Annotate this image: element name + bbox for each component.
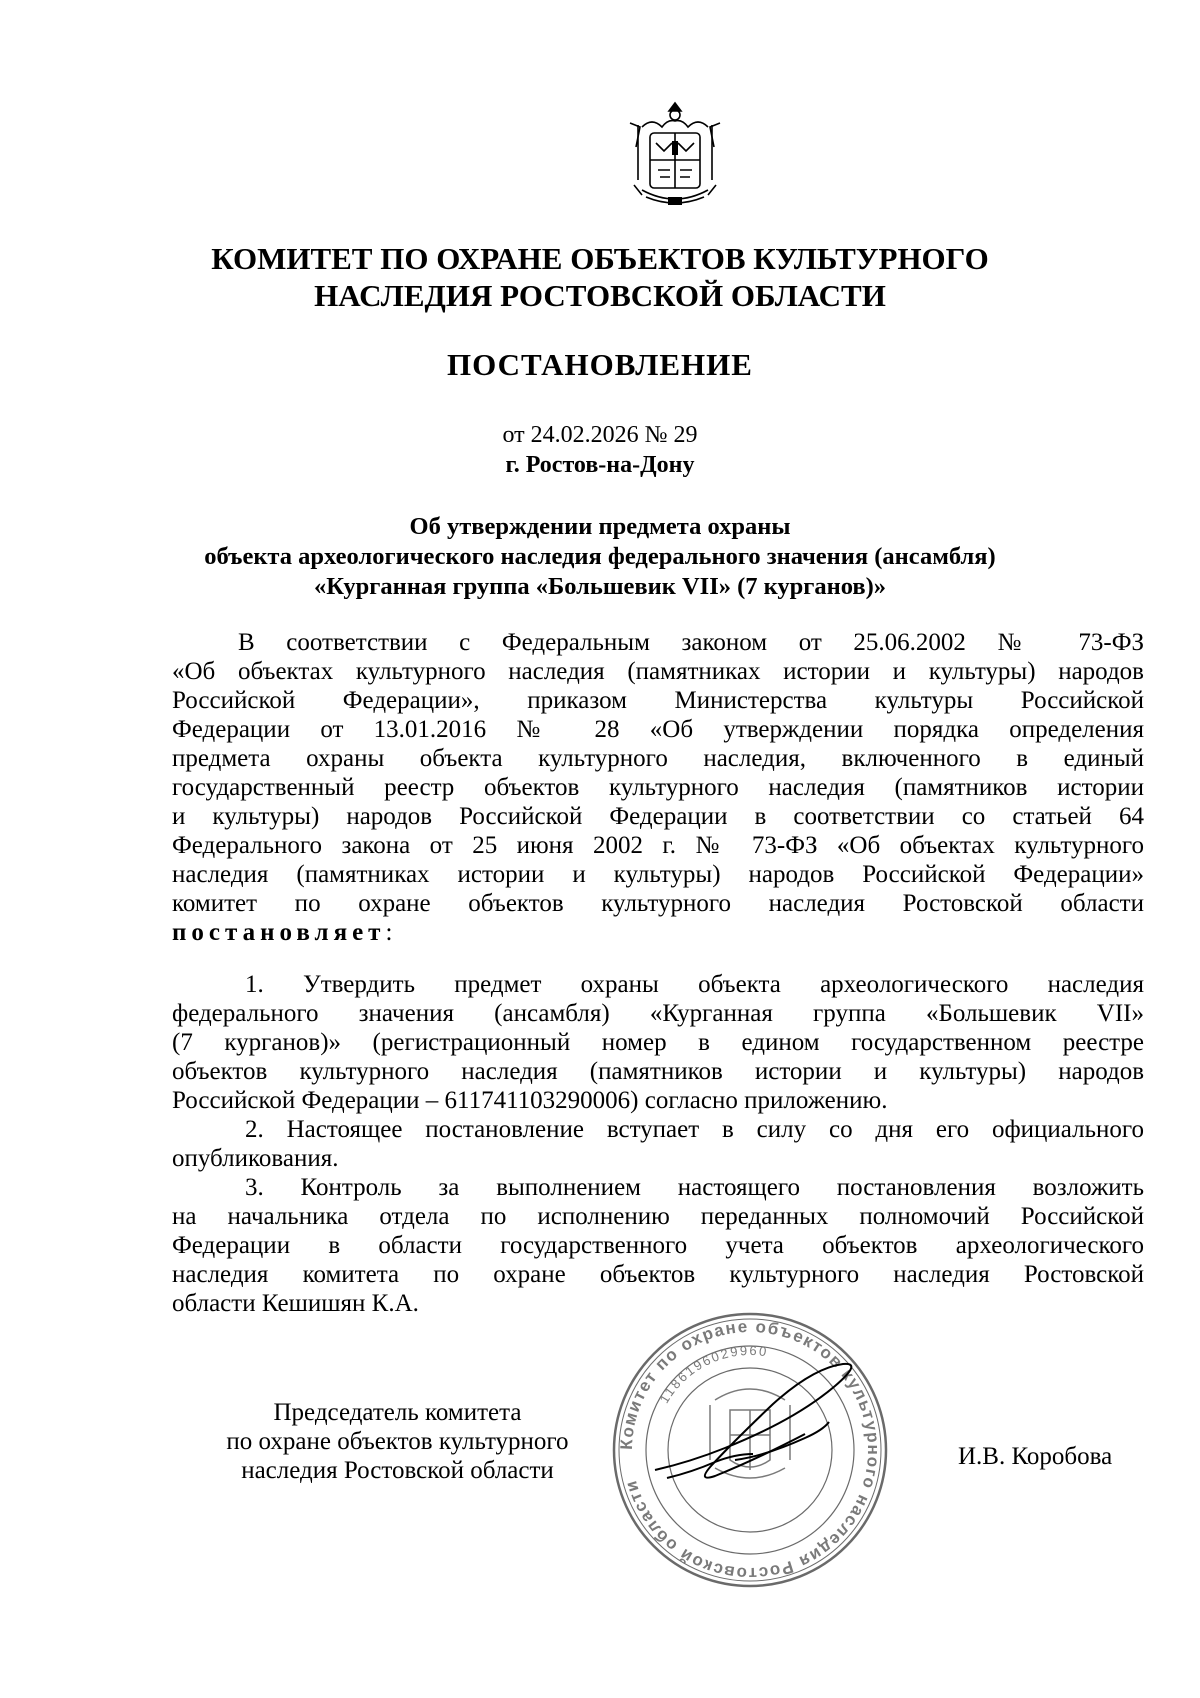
decree-items [172,970,1144,1318]
item-3-line: 3. Контроль за выполнением настоящего постановления возложить [245,1174,1144,1201]
preamble [172,628,1144,947]
item-1-line: объектов культурного наследия (памятников истории и культуры) народов [172,1058,1144,1085]
resolves-colon: : [385,919,393,946]
item-2-line: опубликования. [172,1145,339,1172]
official-seal [595,1300,905,1600]
signatory-position-line1: Председатель комитета [273,1399,522,1426]
signatory-position-line2: по охране объектов культурного [226,1428,569,1455]
document-type: ПОСТАНОВЛЕНИЕ [447,347,753,382]
item-3-line: Федерации в области государственного учета объектов археологического [172,1232,1144,1259]
seal-emblem-icon [710,1389,790,1478]
signatory-position [185,1398,610,1485]
item-3-line: на начальника отдела по исполнению переданных полномочий Российской [172,1203,1144,1230]
preamble-line: государственный реестр объектов культурного наследия (памятников истории [172,774,1144,801]
item-3-line: наследия комитета по охране объектов культурного наследия Ростовской [172,1261,1144,1288]
seal-number-text: 1186196029960 [656,1342,770,1406]
item-1-line: федерального значения (ансамбля) «Курганная группа «Большевик VII» [172,1000,1144,1027]
preamble-line: Российской Федерации», приказом Министерства культуры Российской [172,687,1144,714]
coat-of-arms-icon [620,95,730,215]
subject-line3: «Курганная группа «Большевик VII» (7 курганов)» [313,573,887,600]
signatory-name: И.В. Коробова [958,1443,1113,1470]
signatory-position-line3: наследия Ростовской области [241,1457,554,1484]
item-2-line: 2. Настоящее постановление вступает в силу со дня его официального [245,1116,1144,1143]
preamble-line: комитет по охране объектов культурного наследия Ростовской области [172,890,1144,917]
resolves-word: постановляет [172,919,386,946]
resolves-line [172,918,1144,947]
document-subject [120,512,1080,602]
preamble-line: наследия (памятниках истории и культуры) народов Российской Федерации» [172,861,1144,888]
organization-name-line1: КОМИТЕТ ПО ОХРАНЕ ОБЪЕКТОВ КУЛЬТУРНОГО [211,241,989,276]
item-1-line: 1. Утвердить предмет охраны объекта археологического наследия [245,971,1144,998]
preamble-line: Федерального закона от 25 июня 2002 г. № 73-ФЗ «Об объектах культурного [172,832,1144,859]
organization-name-line2: НАСЛЕДИЯ РОСТОВСКОЙ ОБЛАСТИ [314,278,886,313]
subject-line2: объекта археологического наследия федерального значения (ансамбля) [204,543,996,570]
item-1-line: Российской Федерации – 611741103290006) согласно приложению. [172,1087,888,1114]
preamble-line: Федерации от 13.01.2016 № 28 «Об утверждении порядка определения [172,716,1144,743]
item-3-line: области Кешишян К.А. [172,1290,419,1317]
subject-line1: Об утверждении предмета охраны [409,513,791,540]
organization-name [150,240,1050,314]
preamble-line: предмета охраны объекта культурного наследия, включенного в единый [172,745,1144,772]
preamble-line: «Об объектах культурного наследия (памятниках истории и культуры) народов [172,658,1144,685]
preamble-line: и культуры) народов Российской Федерации в соответствии со статьей 64 [172,803,1144,830]
preamble-line: В соответствии с Федеральным законом от 25.06.2002 № 73-ФЗ [238,629,1144,656]
item-1-line: (7 курганов)» (регистрационный номер в едином государственном реестре [172,1029,1144,1056]
seal-outer-text: Комитет по охране объектов культурного наследия Ростовской области [616,1316,884,1584]
city: г. Ростов-на-Дону [505,452,695,478]
date-and-number: от 24.02.2026 № 29 [502,422,698,448]
